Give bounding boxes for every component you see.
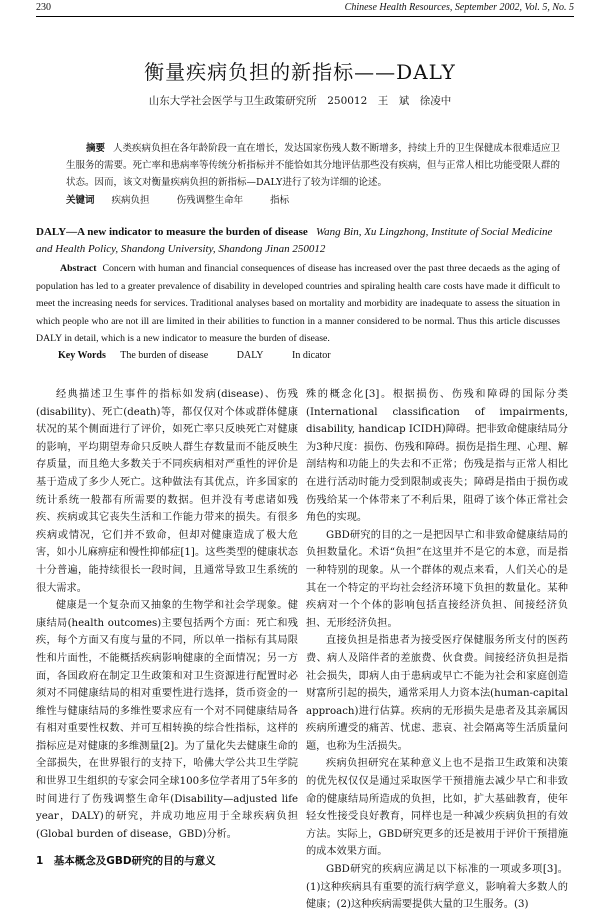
- paper-title: 衡量疾病负担的新指标——DALY: [144, 60, 456, 84]
- english-title: DALY—A new indicator to measure the burden of disease: [36, 226, 308, 238]
- keywords-chinese: [66, 192, 313, 206]
- keywords-cn-label: 关键词: [66, 195, 95, 206]
- keyword-cn-item: 疾病负担: [111, 195, 150, 206]
- english-title-line: [36, 224, 560, 258]
- keyword-cn-item: 伤残调整生命年: [176, 195, 244, 206]
- english-authors: Wang Bin, Xu Lingzhong, Institute of Social Medicine and Health Policy, Shandong University, Shandong Jinan 250012: [36, 226, 553, 255]
- body-column-right: [306, 386, 568, 914]
- abstract-cn-text: 人类疾病负担在各年龄阶段一直在增长，发达国家伤残人数不断增多，持续上升的卫生保健成本很难适应卫生服务的需要。死亡率和患病率等传统分析指标并不能恰如其分地评估那些没有疾病，但与正常人相比功能受限人群的状态。因而，该文对衡量疾病负担的新指标—DALY进行了较为详细的论述。: [66, 143, 561, 188]
- keywords-en-label: Key Words: [58, 349, 106, 361]
- author-byline: 山东大学社会医学与卫生政策研究所 250012 王 斌 徐凌中: [148, 95, 452, 107]
- keywords-english: [36, 350, 560, 361]
- body-paragraph: GBD研究的目的之一是把因早亡和非致命健康结局的负担数量化。术语“负担”在这里并不是它的本意，而是指一种特别的现象。从一个群体的观点来看，人们关心的是其在一个特定的平均社会经济环境下负担的数量化。某种疾病对一个个体的影响包括直接经济负担、间接经济负担、无形经济负担。: [306, 529, 568, 629]
- body-paragraph: GBD研究的疾病应满足以下标准的一项或多项[3]。(1)这种疾病具有重要的流行病学意义，影响着大多数人的健康；(2)这种疾病需要提供大量的卫生服务。(3): [306, 864, 568, 911]
- body-paragraph: 健康是一个复杂而又抽象的生物学和社会学现象。健康结局(health outcomes)主要包括两个方面：死亡和残疾，每个方面又有度与量的不同，所以单一指标有其局限性和片面性，不能概括疾病影响健康的全面情况；另一方面，各国政府在制定卫生政策和对卫生资源进行配置时必须对不同健康结局的相对重要性进行选择，货币资金的一维性与健康结局的多维性要求应有一个对不同健康结局各有相对重要性权数、并可互相转换的综合性指标，这样的指标应是对健康的多维测量[2]。为了量化失去健康生命的全部损失，在世界银行的支持下，哈佛大学公共卫生学院和世界卫生组织的专家会同全球100多位学者用了5年多的时间进行了伤残调整生命年(Disability—adjusted life year，DALY)的研究，并成功地应用于全球疾病负担(Global burden of disease，GBD)分析。: [36, 600, 298, 840]
- abstract-english: [36, 260, 560, 348]
- abstract-cn-label: 摘要: [86, 143, 106, 154]
- journal-citation: Chinese Health Resources, September 2002, Vol. 5, No. 5: [344, 2, 574, 13]
- page-number: 230: [36, 2, 51, 13]
- keyword-cn-item: 指标: [270, 195, 290, 206]
- body-paragraph: 疾病负担研究在某种意义上也不是指卫生政策和决策的优先权仅仅是通过采取医学干预措施去减少早亡和非致命的健康结局所造成的负担，比如，扩大基础教育，使年轻女性接受良好教育，同样也是一种减少疾病负担的有效方法。实际上，GBD研究更多的还是被用于评价干预措施的成本效果方面。: [306, 758, 568, 858]
- keyword-en-item: DALY: [236, 349, 264, 361]
- section-heading: 1 基本概念及GBD研究的目的与意义: [36, 855, 216, 868]
- body-column-left: [36, 386, 298, 871]
- keyword-en-item: In dicator: [292, 349, 331, 361]
- english-abstract-block: [36, 224, 560, 361]
- body-paragraph: 殊的概念化[3]。根据损伤、伤残和障碍的国际分类(International classification of impairments, disability, handicap ICIDH)障碍。把非致命健康结局分为3种尺度：损伤、伤残和障碍。损伤是指生理、心理、解剖结构和功能上的失去和不正常；伤残是指与正常人相比在进行活动时能力受到限制或丧失；障碍是指由于损伤或伤残给某一个体带来了不利后果，阻碍了该个体正常社会角色的实现。: [306, 389, 568, 524]
- abstract-chinese: [66, 140, 560, 191]
- body-paragraph: 直接负担是指患者为接受医疗保健服务所支付的医药费、病人及陪伴者的差旅费、伙食费。间接经济负担是指社会损失，即病人由于患病或早亡不能为社会和家庭创造财富所引起的损失，通常采用人力资本法(human-capital approach)进行估算。疾病的无形损失是患者及其亲属因疾病所遭受的痛苦、忧虑、悲哀、社会隔离等生活质量问题，也称为生活损失。: [306, 635, 568, 752]
- running-head: [36, 2, 574, 17]
- keyword-en-item: The burden of disease: [120, 349, 209, 361]
- abstract-en-text: Concern with human and financial consequences of disease has increased over the past three decaeds as the aging of population has led to a greater prevalence of disability in developed countries and spiraling health care costs have made it difficult to meet the increasing needs for services. Traditional analyses based on mortality and morbidity are inadequate to assess the situation in which people who are not ill are limited in their abilities to function in a manner considered to be normal. Thus this article discusses DALY in detail, which is a new indicator to measure the burden of disease.: [36, 263, 560, 344]
- abstract-en-label: Abstract: [60, 263, 97, 274]
- body-paragraph: 经典描述卫生事件的指标如发病(disease)、伤残(disability)、死亡(death)等，都仅仅对个体或群体健康状况的某个侧面进行了评价，如死亡率只反映死亡对健康的影响，平均期望寿命只反映人群生存数量而不能反映生存质量，而且绝大多数关于不同疾病相对严重性的评价是基于造成了多少人死亡。这种做法有其优点，许多国家的统计系统一般都有所需要的数据。但并没有考虑诸如残疾、疾病或其它丧失生活和工作能力带来的损失。有很多疾病或情况，它们并不致命，但却对健康造成了极大危害，如小儿麻痹症和慢性抑郁症[1]。这些类型的健康状态十分普遍，能持续很长一段时间，且通常导致卫生系统的很大需求。: [36, 389, 298, 594]
